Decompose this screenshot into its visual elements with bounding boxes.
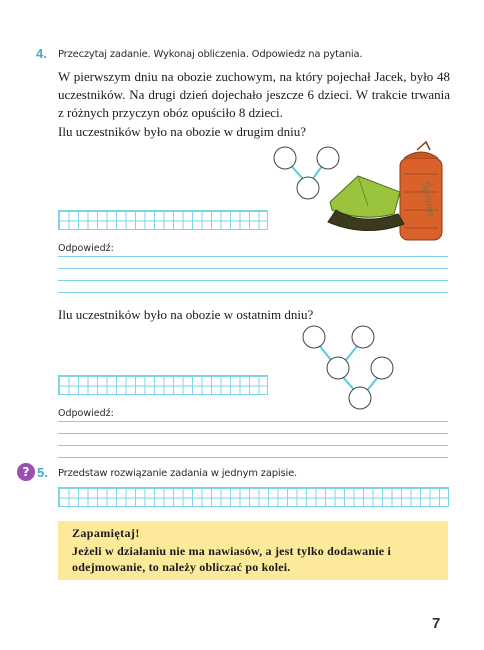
calculation-grid-3[interactable] xyxy=(58,487,449,507)
page-number: 7 xyxy=(432,615,441,632)
answer-line[interactable] xyxy=(58,256,448,257)
empty-number-circle[interactable] xyxy=(352,326,374,348)
calculation-grid-1[interactable] xyxy=(58,210,268,230)
empty-number-circle[interactable] xyxy=(371,357,393,379)
answer-line[interactable] xyxy=(58,445,448,446)
note-text: Jeżeli w działaniu nie ma nawiasów, a jest tylko dodawanie i odejmowanie, to należy obliczać po kolei. xyxy=(72,544,392,574)
empty-number-circle[interactable] xyxy=(327,357,349,379)
task-4-story: W pierwszym dniu na obozie zuchowym, na który pojechał Jacek, było 48 uczestników. Na drugi dzień dojechało jeszcze 6 dzieci. W trakcie trwania z różnych przyczyn obóz opuściło 8 dzieci. xyxy=(58,69,450,120)
empty-number-circle[interactable] xyxy=(297,177,319,199)
answer-line[interactable] xyxy=(58,433,448,434)
task-5-instruction: Przedstaw rozwiązanie zadania w jednym zapisie. xyxy=(58,468,298,479)
answer-line[interactable] xyxy=(58,280,448,281)
question-2: Ilu uczestników było na obozie w ostatnim dniu? xyxy=(58,307,314,322)
number-tree-diagram-2 xyxy=(298,322,388,417)
note-title: Zapamiętaj! xyxy=(72,526,140,540)
answer-label-2: Odpowiedź: xyxy=(58,408,114,419)
answer-line[interactable] xyxy=(58,457,448,458)
answer-label-1: Odpowiedź: xyxy=(58,243,114,254)
question-1: Ilu uczestników było na obozie w drugim dniu? xyxy=(58,124,307,139)
calculation-grid-2[interactable] xyxy=(58,375,268,395)
answer-line[interactable] xyxy=(58,292,448,293)
scout-cap-icon xyxy=(328,176,404,231)
task-4-instruction: Przeczytaj zadanie. Wykonaj obliczenia. Odpowiedz na pytania. xyxy=(58,49,363,60)
empty-number-circle[interactable] xyxy=(303,326,325,348)
question-mark-icon: ? xyxy=(17,463,35,481)
sleeping-bag-label: Śpiwór xyxy=(418,180,438,219)
task-5-number: 5. xyxy=(37,465,48,480)
answer-line[interactable] xyxy=(58,268,448,269)
empty-number-circle[interactable] xyxy=(274,147,296,169)
task-4-number: 4. xyxy=(36,46,47,61)
scout-cap-and-sleeping-bag-illustration xyxy=(322,140,452,240)
empty-number-circle[interactable] xyxy=(349,387,371,409)
answer-line[interactable] xyxy=(58,421,448,422)
